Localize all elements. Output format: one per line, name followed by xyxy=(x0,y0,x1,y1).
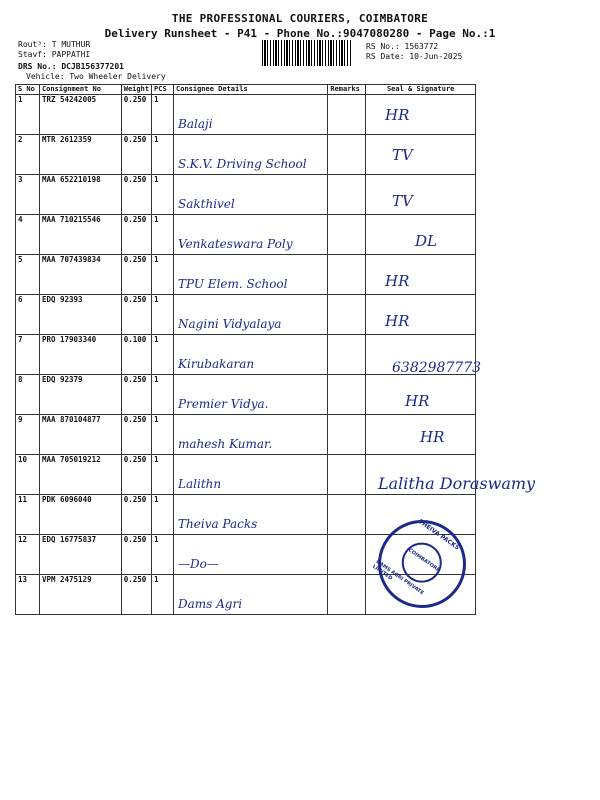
column-header: PCS xyxy=(152,85,174,95)
pieces-count: 1 xyxy=(152,495,174,535)
serial-number: 3 xyxy=(16,175,40,215)
consignment-number: MAA 710215546 xyxy=(39,215,121,255)
consignee-details xyxy=(174,215,328,255)
consignee-details xyxy=(174,175,328,215)
remarks-cell xyxy=(328,95,366,135)
consignment-number: PDK 6096040 xyxy=(39,495,121,535)
consignee-details xyxy=(174,575,328,615)
consignment-number: EDQ 92393 xyxy=(39,295,121,335)
consignment-number: MAA 707439834 xyxy=(39,255,121,295)
consignment-number: MTR 2612359 xyxy=(39,135,121,175)
seal-signature-cell xyxy=(366,95,476,135)
remarks-cell xyxy=(328,135,366,175)
consignment-number: MAA 870104877 xyxy=(39,415,121,455)
remarks-cell xyxy=(328,495,366,535)
consignee-handwriting: Kirubakaran xyxy=(178,357,255,371)
signature: HR xyxy=(405,392,430,410)
serial-number: 12 xyxy=(16,535,40,575)
table-row xyxy=(16,415,476,455)
table-header xyxy=(16,85,476,95)
consignee-details xyxy=(174,495,328,535)
remarks-cell xyxy=(328,295,366,335)
consignee-details xyxy=(174,295,328,335)
serial-number: 2 xyxy=(16,135,40,175)
staff-label: Stavf: PAPPATHI xyxy=(18,50,91,59)
serial-number: 1 xyxy=(16,95,40,135)
weight-value: 0.250 xyxy=(121,575,151,615)
remarks-cell xyxy=(328,455,366,495)
consignment-number: TRZ 54242005 xyxy=(39,95,121,135)
signature: Lalitha Doraswamy xyxy=(378,474,536,493)
consignee-details xyxy=(174,535,328,575)
consignment-number: MAA 705019212 xyxy=(39,455,121,495)
pieces-count: 1 xyxy=(152,455,174,495)
pieces-count: 1 xyxy=(152,295,174,335)
consignee-handwriting: Theiva Packs xyxy=(178,517,258,531)
company-title: THE PROFESSIONAL COURIERS, COIMBATORE xyxy=(171,12,429,25)
column-header: S No xyxy=(16,85,40,95)
consignment-number: MAA 652210198 xyxy=(39,175,121,215)
serial-number: 13 xyxy=(16,575,40,615)
seal-signature-cell xyxy=(366,295,476,335)
column-header: Consignment No xyxy=(39,85,121,95)
serial-number: 9 xyxy=(16,415,40,455)
seal-signature-cell xyxy=(366,255,476,295)
consignee-handwriting: Dams Agri xyxy=(178,597,243,611)
pieces-count: 1 xyxy=(152,215,174,255)
weight-value: 0.250 xyxy=(121,495,151,535)
column-header: Remarks xyxy=(328,85,366,95)
weight-value: 0.250 xyxy=(121,95,151,135)
consignee-handwriting: Balaji xyxy=(178,117,213,131)
remarks-cell xyxy=(328,255,366,295)
signature: HR xyxy=(420,428,445,446)
pieces-count: 1 xyxy=(152,375,174,415)
serial-number: 8 xyxy=(16,375,40,415)
consignment-number: EDQ 92379 xyxy=(39,375,121,415)
consignee-details xyxy=(174,95,328,135)
seal-signature-cell xyxy=(366,175,476,215)
weight-value: 0.250 xyxy=(121,215,151,255)
pieces-count: 1 xyxy=(152,415,174,455)
weight-value: 0.250 xyxy=(121,535,151,575)
remarks-cell xyxy=(328,415,366,455)
barcode xyxy=(262,40,352,66)
weight-value: 0.250 xyxy=(121,175,151,215)
consignee-details xyxy=(174,415,328,455)
table-row xyxy=(16,215,476,255)
stamp-text: COIMBATORE xyxy=(407,547,441,574)
stamp-text: DAMS AGRI PRIVATE LIMITED xyxy=(371,558,425,597)
remarks-cell xyxy=(328,575,366,615)
signature: HR xyxy=(385,272,410,290)
pieces-count: 1 xyxy=(152,255,174,295)
remarks-cell xyxy=(328,175,366,215)
serial-number: 11 xyxy=(16,495,40,535)
remarks-cell xyxy=(328,335,366,375)
consignee-handwriting: Venkateswara Poly xyxy=(178,237,293,251)
runsheet-subtitle: Delivery Runsheet - P41 - Phone No.:9047080280 - Page No.:1 xyxy=(104,27,496,40)
stamp-text: THEIVA PACKS xyxy=(417,518,461,552)
serial-number: 7 xyxy=(16,335,40,375)
pieces-count: 1 xyxy=(152,535,174,575)
consignment-number: PRO 17903340 xyxy=(39,335,121,375)
signature: TV xyxy=(392,146,413,164)
route-label: Rout³: T MUTHUR xyxy=(18,40,91,49)
consignee-handwriting: Premier Vidya. xyxy=(178,397,269,411)
vehicle-label: Vehicle: Two Wheeler Delivery xyxy=(26,72,166,81)
consignee-handwriting: Nagini Vidyalaya xyxy=(178,317,282,331)
weight-value: 0.250 xyxy=(121,415,151,455)
serial-number: 10 xyxy=(16,455,40,495)
consignee-details xyxy=(174,255,328,295)
consignee-details xyxy=(174,375,328,415)
weight-value: 0.250 xyxy=(121,135,151,175)
consignee-handwriting: S.K.V. Driving School xyxy=(178,157,307,171)
consignee-handwriting: Sakthivel xyxy=(178,197,235,211)
consignee-details xyxy=(174,455,328,495)
seal-signature-cell xyxy=(366,135,476,175)
remarks-cell xyxy=(328,375,366,415)
signature: 6382987773 xyxy=(392,360,482,376)
consignment-number: VPM 2475129 xyxy=(39,575,121,615)
consignee-handwriting: Lalithn xyxy=(178,477,222,491)
signature: HR xyxy=(385,106,410,124)
remarks-cell xyxy=(328,215,366,255)
consignee-details xyxy=(174,135,328,175)
pieces-count: 1 xyxy=(152,335,174,375)
consignee-details xyxy=(174,335,328,375)
column-header: Seal & Signature xyxy=(366,85,476,95)
drs-number: DRS No.: DCJB156377201 xyxy=(18,62,124,71)
weight-value: 0.250 xyxy=(121,255,151,295)
column-header: Consignee Details xyxy=(174,85,328,95)
consignee-handwriting: mahesh Kumar. xyxy=(178,437,273,451)
signature: HR xyxy=(385,312,410,330)
rs-number: RS No.: 1563772 xyxy=(366,42,439,51)
pieces-count: 1 xyxy=(152,175,174,215)
column-header: Weight xyxy=(121,85,151,95)
pieces-count: 1 xyxy=(152,135,174,175)
pieces-count: 1 xyxy=(152,95,174,135)
consignee-handwriting: —Do— xyxy=(178,557,219,571)
weight-value: 0.100 xyxy=(121,335,151,375)
signature: DL xyxy=(415,232,437,250)
serial-number: 6 xyxy=(16,295,40,335)
consignee-handwriting: TPU Elem. School xyxy=(178,277,288,291)
serial-number: 4 xyxy=(16,215,40,255)
weight-value: 0.250 xyxy=(121,295,151,335)
serial-number: 5 xyxy=(16,255,40,295)
weight-value: 0.250 xyxy=(121,455,151,495)
signature: TV xyxy=(392,192,413,210)
pieces-count: 1 xyxy=(152,575,174,615)
remarks-cell xyxy=(328,535,366,575)
rs-date: RS Date: 10-Jun-2025 xyxy=(366,52,463,61)
weight-value: 0.250 xyxy=(121,375,151,415)
consignment-number: EDQ 16775837 xyxy=(39,535,121,575)
